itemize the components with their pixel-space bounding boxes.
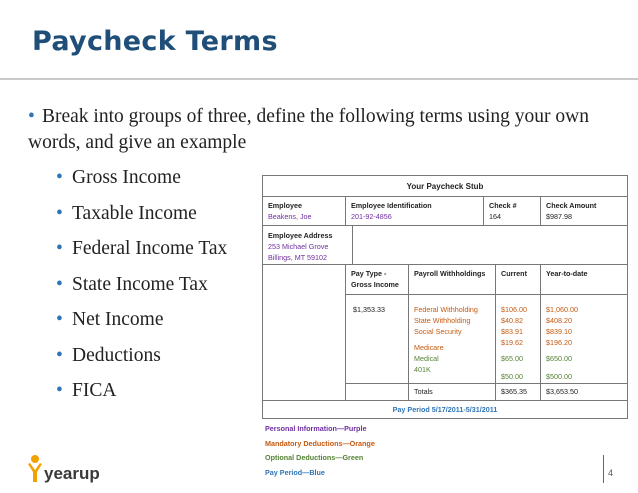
bullet-glyph: • [56,238,63,259]
bullet-glyph: • [28,106,35,127]
id-label: Employee Identification [351,201,432,210]
yearup-logo [28,452,118,486]
employee-value: Beakens, Joe [268,212,312,221]
logo-figure-icon [28,463,42,482]
stub-divider [345,383,627,384]
bullet-glyph: • [56,273,63,295]
address-cell [268,230,332,263]
term-net-income: Net Income [72,309,164,330]
ytd-col [546,304,578,382]
pay-period-cell [263,404,627,415]
bullet-glyph: • [56,344,63,366]
check-number-value: 164 [489,212,501,221]
ytd-header [546,268,588,279]
totals-ytd-cell [546,386,578,397]
list-item [56,196,227,232]
current-401k: $50.00 [501,372,523,381]
totals-current: $365.35 [501,387,527,396]
totals-label-cell [414,386,433,397]
check-amount-cell [546,200,596,222]
term-state-income-tax: State Income Tax [72,273,208,295]
list-item [56,160,227,196]
legend-period: Pay Period—Blue [265,467,325,477]
withholding-federal: Federal Withholding [414,305,478,314]
pay-type-label-1: Pay Type - [351,269,387,278]
gross-income-cell [353,304,385,315]
logo-text: yearup [44,464,100,483]
color-legend [265,422,375,480]
withholdings-header [414,268,485,279]
withholding-401k: 401K [414,365,431,374]
totals-current-cell [501,386,527,397]
bullet-glyph: • [56,202,63,224]
address-label: Employee Address [268,231,333,240]
stub-divider [408,264,409,400]
check-number-cell [489,200,517,222]
term-gross-income: Gross Income [72,167,181,188]
employee-cell [268,200,312,222]
current-label: Current [501,269,527,278]
stub-title: Your Paycheck Stub [406,182,484,191]
ytd-state: $408.20 [546,316,572,325]
pay-type-header [351,268,399,290]
term-fica: FICA [72,380,117,401]
stub-divider [345,196,346,225]
pay-type-label-2: Gross Income [351,280,399,289]
totals-label: Totals [414,387,433,396]
address-line-2: Billings, MT 59102 [268,253,327,262]
stub-divider [352,225,353,264]
list-item [56,302,227,338]
id-value: 201-92-4856 [351,212,392,221]
withholding-medical: Medical [414,354,439,363]
ytd-401k: $500.00 [546,372,572,381]
gross-income-value: $1,353.33 [353,305,385,314]
check-amount-label: Check Amount [546,201,597,210]
stub-divider [540,196,541,225]
term-deductions: Deductions [72,344,161,366]
logo-dot-icon [31,455,39,463]
legend-mandatory: Mandatory Deductions—Orange [265,438,375,448]
stub-divider [540,264,541,400]
page-number-divider [603,455,604,483]
title-divider [0,78,638,80]
stub-divider [263,225,627,226]
stub-divider [263,196,627,197]
stub-divider [263,264,627,265]
list-item [56,338,227,374]
list-item [56,231,227,267]
current-header [501,268,527,279]
current-social-security: $83.91 [501,327,523,336]
term-federal-income-tax: Federal Income Tax [72,238,228,259]
stub-divider [345,264,346,400]
page-number: 4 [608,468,614,478]
stub-divider [483,196,484,225]
totals-ytd: $3,653.50 [546,387,578,396]
legend-optional: Optional Deductions—Green [265,453,364,462]
list-item [56,267,227,303]
ytd-label: Year-to-date [546,269,588,278]
legend-personal: Personal Information—Purple [265,424,367,433]
withholding-social-security: Social Security [414,327,462,336]
id-cell [351,200,432,222]
ytd-federal: $1,060.00 [546,305,578,314]
paycheck-stub [262,175,628,419]
current-state: $40.82 [501,316,523,325]
pay-period: Pay Period 5/17/2011-5/31/2011 [392,405,498,414]
current-federal: $106.00 [501,305,527,314]
current-medicare: $19.62 [501,338,523,347]
intro-text: Break into groups of three, define the following terms using your own words, and give an example [28,106,589,153]
current-col [501,304,527,382]
stub-divider [263,400,627,401]
stub-divider [345,294,627,295]
withholding-state: State Withholding [414,316,471,325]
current-medical: $65.00 [501,354,523,363]
withholdings-col [414,304,478,375]
address-line-1: 253 Michael Grove [268,242,329,251]
ytd-medicare: $196.20 [546,338,572,347]
ytd-social-security: $839.10 [546,327,572,336]
bullet-glyph: • [56,380,63,401]
stub-divider [495,264,496,400]
intro-bullet [28,104,608,156]
employee-label: Employee [268,201,302,210]
term-taxable-income: Taxable Income [72,202,197,224]
terms-list [56,160,227,409]
check-amount-value: $987.98 [546,212,572,221]
ytd-medical: $650.00 [546,354,572,363]
bullet-glyph: • [56,309,63,330]
check-number-label: Check # [489,201,517,210]
list-item [56,373,227,409]
withholding-medicare: Medicare [414,343,444,352]
bullet-glyph: • [56,167,63,188]
withholdings-label: Payroll Withholdings [414,269,486,278]
slide-title: Paycheck Terms [32,26,278,57]
